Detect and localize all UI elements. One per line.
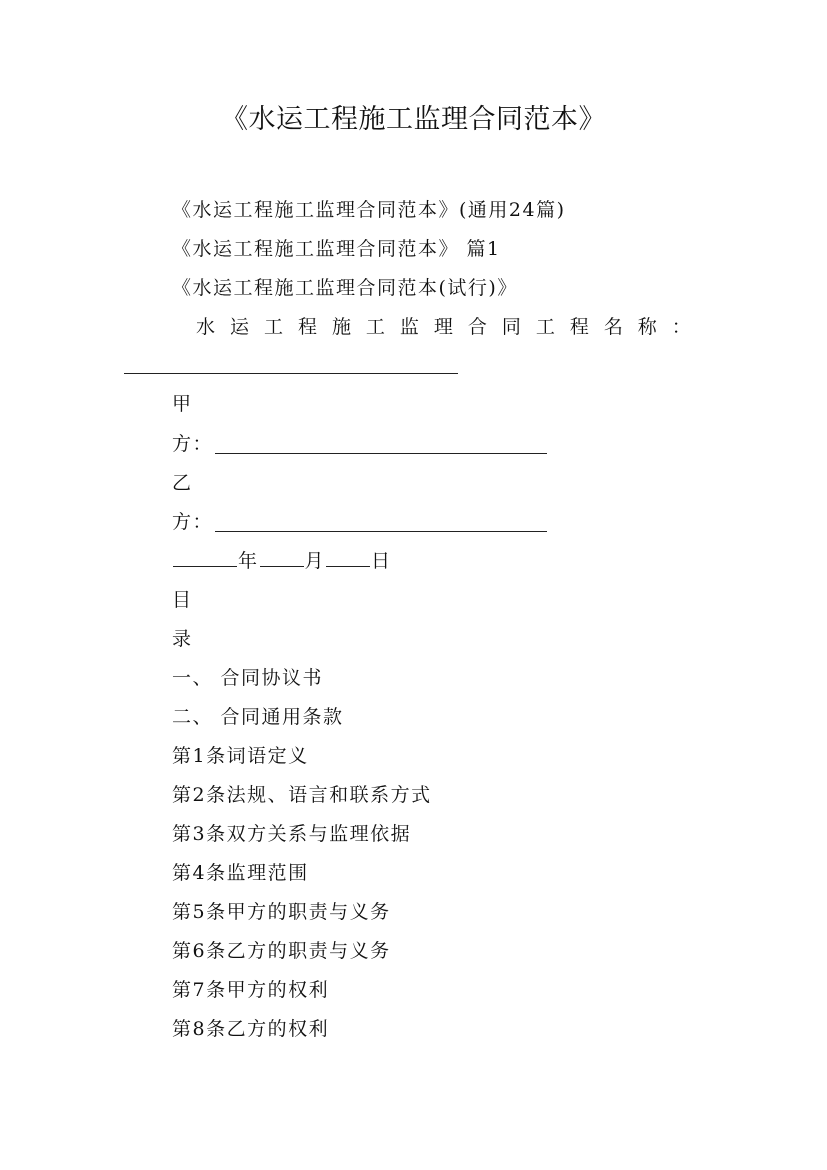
toc-article: 第7条甲方的权利 bbox=[172, 979, 330, 1001]
toc-article: 第5条甲方的职责与义务 bbox=[172, 901, 391, 923]
toc-section: 一、 合同协议书 bbox=[172, 667, 324, 689]
signing-date bbox=[172, 547, 392, 575]
document-title: 《水运工程施工监理合同范本》 bbox=[221, 104, 606, 135]
toc-article: 第3条双方关系与监理依据 bbox=[172, 823, 412, 845]
project-name-label: 水 运 工 程 施 工 监 理 合 同 工 程 名 称 ： bbox=[196, 316, 691, 338]
party-a-char: 甲 bbox=[172, 393, 193, 415]
toc-article: 第1条词语定义 bbox=[172, 745, 309, 767]
project-name-blank bbox=[124, 373, 458, 374]
toc-article: 第6条乙方的职责与义务 bbox=[172, 940, 391, 962]
day-label: 日 bbox=[371, 550, 392, 572]
toc-section: 二、 合同通用条款 bbox=[172, 706, 344, 728]
party-b-blank bbox=[215, 531, 547, 532]
toc-article: 第4条监理范围 bbox=[172, 862, 309, 884]
toc-char-2: 录 bbox=[172, 628, 193, 650]
toc-article: 第2条法规、语言和联系方式 bbox=[172, 784, 432, 806]
day-blank bbox=[326, 548, 370, 567]
toc-char-1: 目 bbox=[172, 589, 193, 611]
contract-heading: 《水运工程施工监理合同范本(试行)》 bbox=[172, 277, 518, 299]
year-label: 年 bbox=[238, 550, 259, 572]
party-b-char: 乙 bbox=[172, 472, 193, 494]
toc-article: 第8条乙方的权利 bbox=[172, 1018, 330, 1040]
month-blank bbox=[260, 548, 304, 567]
year-blank bbox=[173, 548, 237, 567]
party-a-label: 方： bbox=[172, 433, 214, 455]
party-a-blank bbox=[215, 453, 547, 454]
chapter-heading: 《水运工程施工监理合同范本》 篇1 bbox=[172, 238, 501, 260]
party-b-label: 方： bbox=[172, 511, 214, 533]
subtitle-line: 《水运工程施工监理合同范本》(通用24篇) bbox=[172, 199, 566, 221]
month-label: 月 bbox=[304, 550, 326, 572]
